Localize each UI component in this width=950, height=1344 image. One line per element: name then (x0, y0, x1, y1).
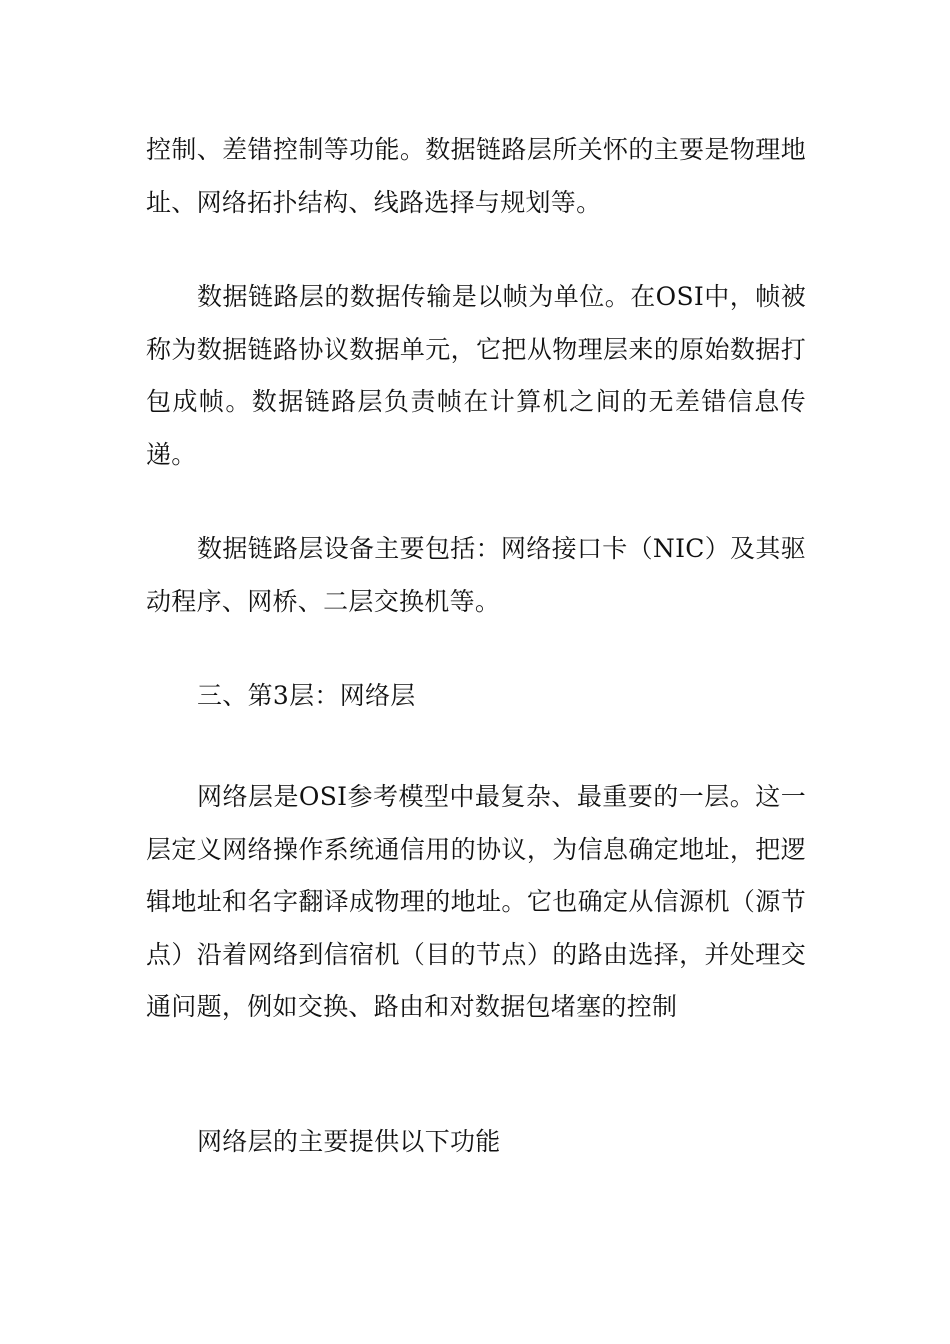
paragraph-frame-transmission: 数据链路层的数据传输是以帧为单位。在OSI中，帧被称为数据链路协议数据单元，它把从物理层来的原始数据打包成帧。数据链路层负责帧在计算机之间的无差错信息传递。 (146, 282, 806, 469)
paragraph-datalink-devices: 数据链路层设备主要包括：网络接口卡（NIC）及其驱动程序、网桥、二层交换机等。 (146, 534, 806, 616)
paragraph-network-functions: 网络层的主要提供以下功能 (197, 1127, 501, 1156)
paragraph-network-layer: 网络层是OSI参考模型中最复杂、最重要的一层。这一层定义网络操作系统通信用的协议，为信息确定地址，把逻辑地址和名字翻译成物理的地址。它也确定从信源机（源节点）沿着网络到信宿机（目的节点）的路由选择，并处理交通问题，例如交换、路由和对数据包堵塞的控制 (146, 782, 806, 1021)
section-heading-layer3: 三、第3层：网络层 (197, 681, 416, 710)
paragraph-continuation: 控制、差错控制等功能。数据链路层所关怀的主要是物理地址、网络拓扑结构、线路选择与规划等。 (146, 135, 806, 217)
